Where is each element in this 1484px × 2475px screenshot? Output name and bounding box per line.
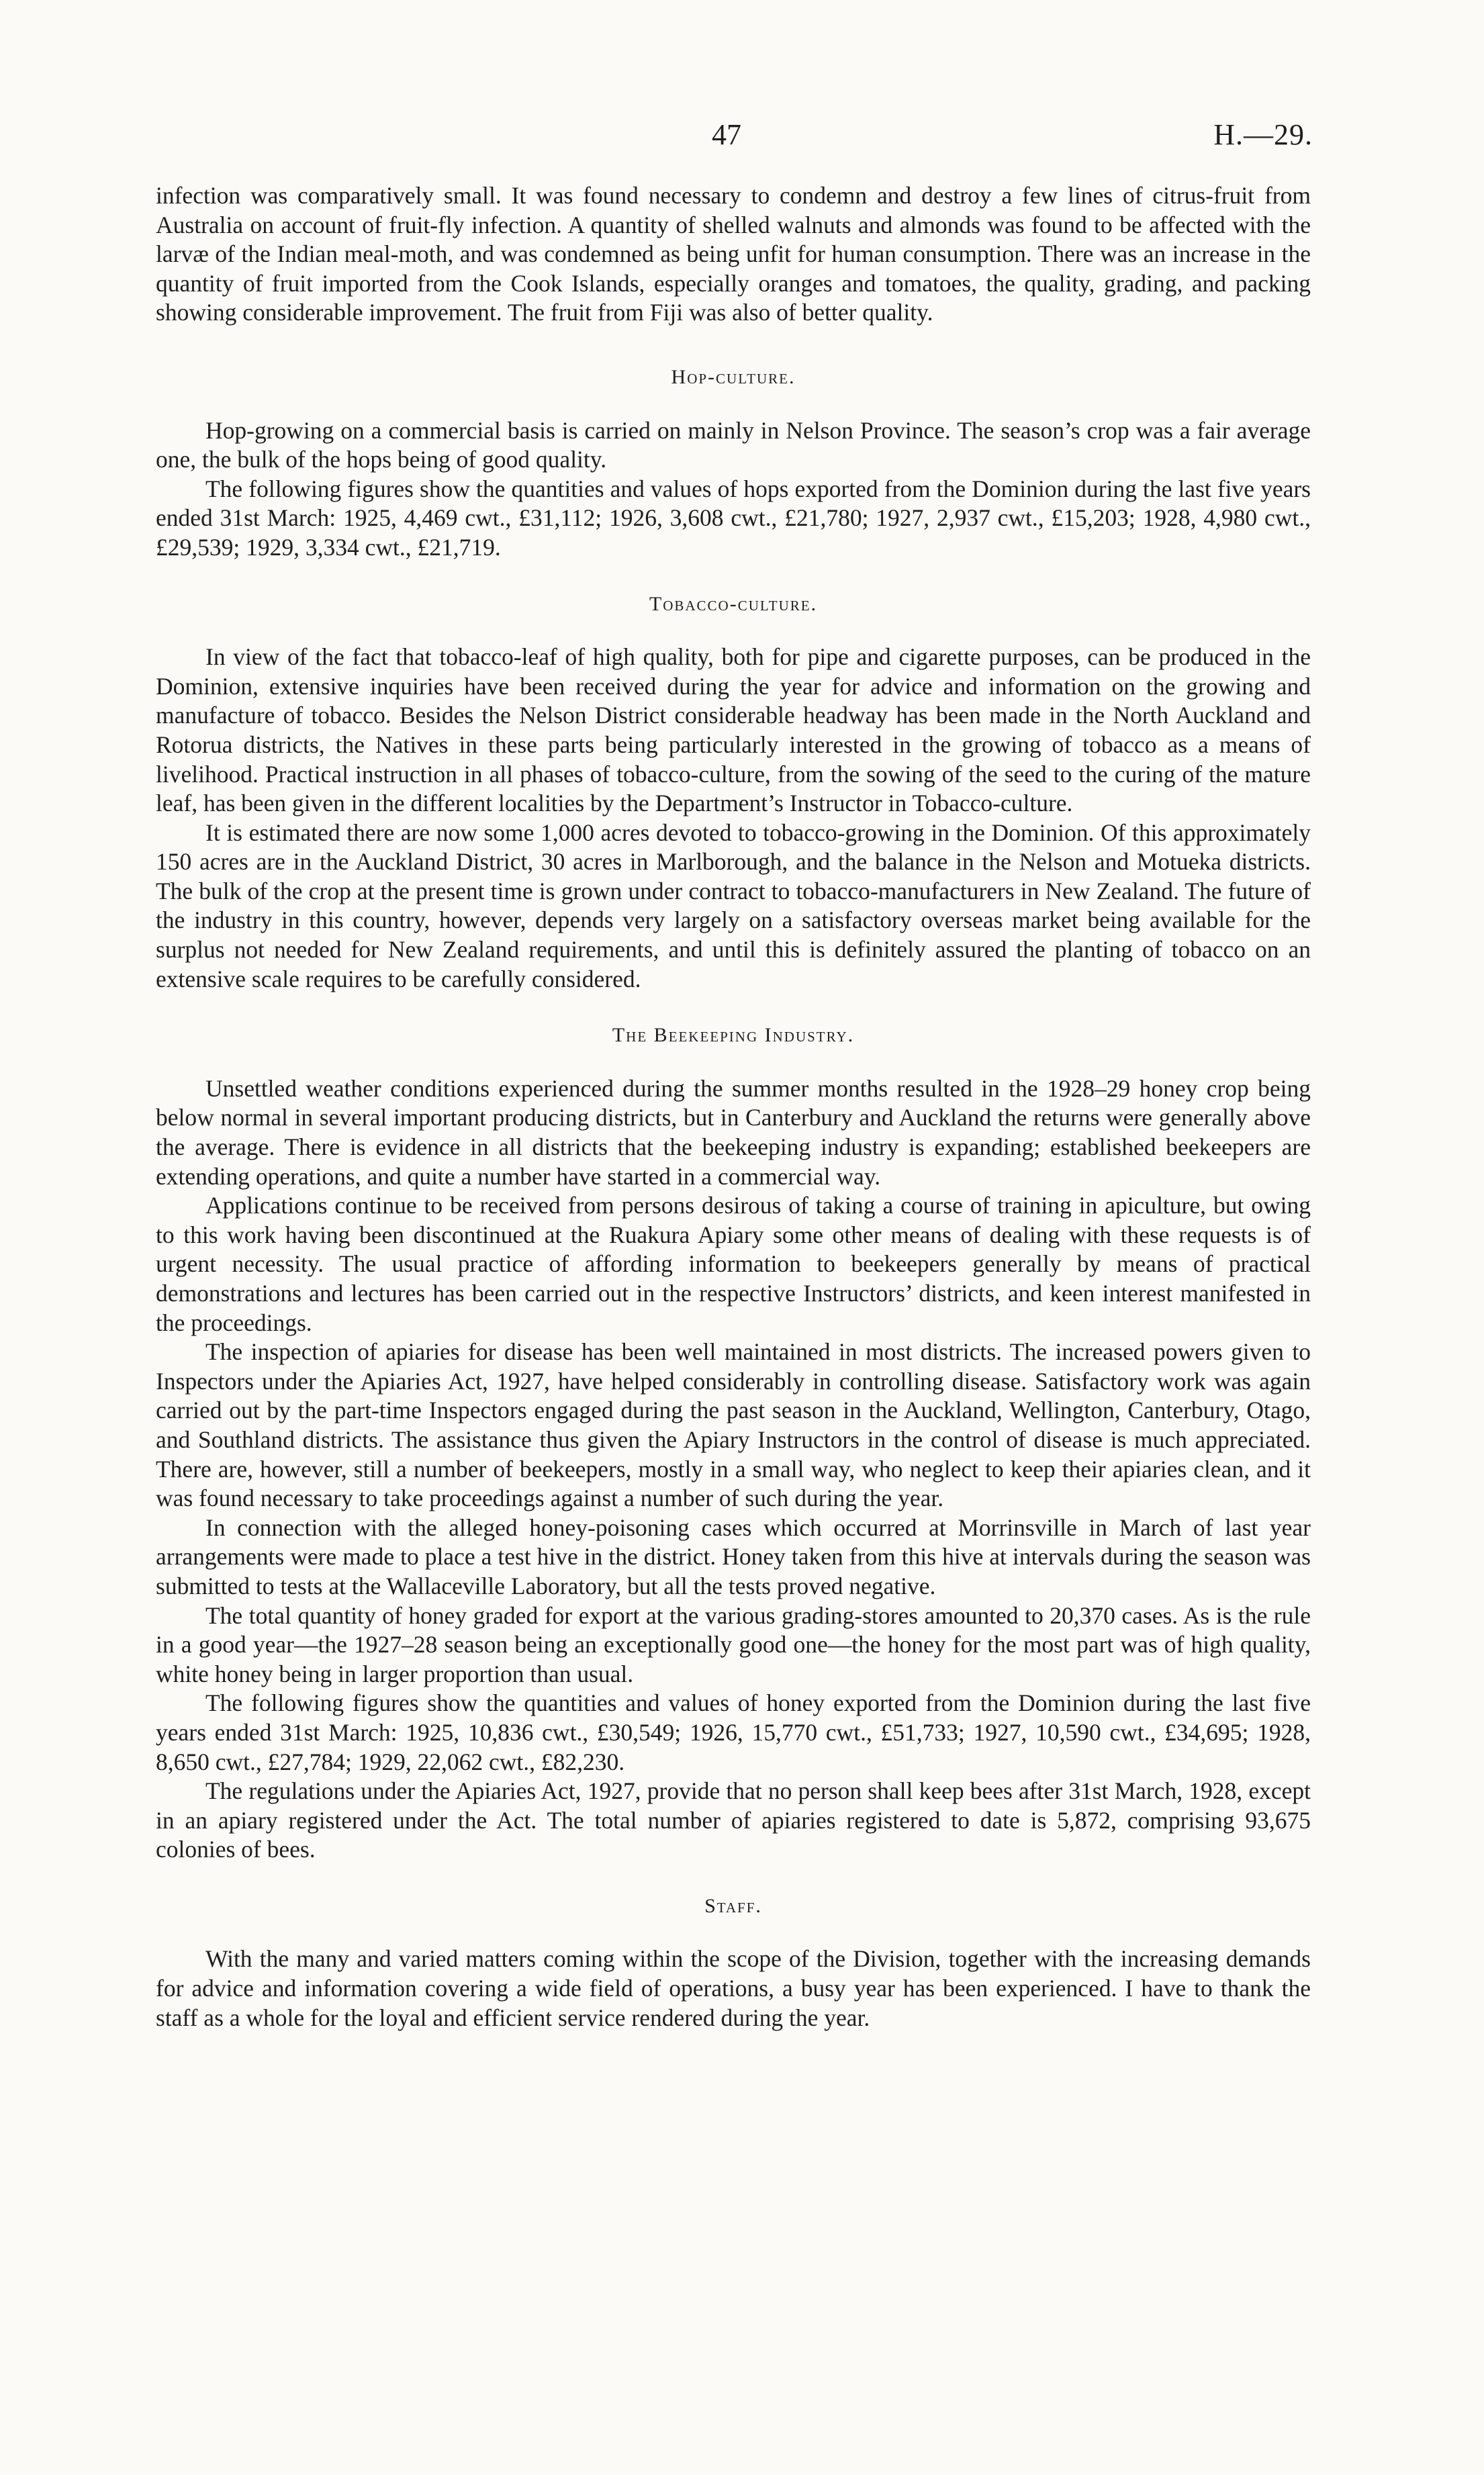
paragraph: In view of the fact that tobacco-leaf of high quality, both for pipe and cigarette purposes, can be produced in the Dominion, extensive inquiries have been received during the year for advice and information on the growing and manufacture of tobacco. Besides the Nelson District considerable headway has been made in the North Auckland and Rotorua districts, the Natives in these parts being particularly interested in the growing of tobacco as a means of livelihood. Practical instruction in all phases of tobacco-culture, from the sowing of the seed to the curing of the mature leaf, has been given in the different localities by the Department’s Instructor in Tobacco-culture. [156,643,1311,817]
paragraph: The regulations under the Apiaries Act, 1927, provide that no person shall keep bees after 31st March, 1928, except in an apiary registered under the Act. The total number of apiaries registered to date is 5,872, comprising 93,675 colonies of bees. [156,1777,1311,1863]
paragraph: The following figures show the quantities and values of honey exported from the Dominion during the last five years ended 31st March: 1925, 10,836 cwt., £30,549; 1926, 15,770 cwt., £51,733; 1927, 10,590 cwt., £34,695; 1928, 8,650 cwt., £27,784; 1929, 22,062 cwt., £82,230. [156,1689,1311,1775]
section-heading-tobacco-culture: Tobacco-culture. [649,592,818,615]
section-tobacco-culture [156,563,1311,994]
paragraph: Applications continue to be received from persons desirous of taking a course of training in apiculture, but owing to this work having been discontinued at the Ruakura Apiary some other means of dealing with these requests is of urgent necessity. The usual practice of affording information to beekeepers generally by means of practical demonstrations and lectures has been carried out in the respective Instructors’ districts, and keen interest manifested in the proceedings. [156,1192,1311,1336]
paragraph: With the many and varied matters coming within the scope of the Division, together with the increasing demands for advice and information covering a wide field of operations, a busy year has been experienced. I have to thank the staff as a whole for the loyal and efficient service rendered during the year. [156,1945,1311,2031]
paragraph: The inspection of apiaries for disease has been well maintained in most districts. The increased powers given to Inspectors under the Apiaries Act, 1927, have helped considerably in controlling disease. Satisfactory work was again carried out by the part-time Inspectors engaged during the past season in the Auckland, Wellington, Canterbury, Otago, and Southland districts. The assistance thus given the Apiary Instructors in the control of disease is much appreciated. There are, however, still a number of beekeepers, mostly in a small way, who neglect to keep their apiaries clean, and it was found necessary to take proceedings against a number of such during the year. [156,1338,1311,1512]
paragraph: Unsettled weather conditions experienced during the summer months resulted in the 1928–29 honey crop being below normal in several important producing districts, but in Canterbury and Auckland the returns were generally above the average. There is evidence in all districts that the beekeeping industry is expanding; established beekeepers are extending operations, and quite a number have started in a commercial way. [156,1074,1311,1190]
section-beekeeping [156,994,1311,1865]
section-staff [156,1865,1311,2033]
page-number: 47 [712,118,741,151]
paragraph: The following figures show the quantities and values of hops exported from the Dominion during the last five years ended 31st March: 1925, 4,469 cwt., £31,112; 1926, 3,608 cwt., £21,780; 1927, 2,937 cwt., £15,203; 1928, 4,980 cwt., £29,539; 1929, 3,334 cwt., £21,719. [156,475,1311,561]
opening-paragraph: infection was comparatively small. It was found necessary to condemn and destroy a few lines of citrus-fruit from Australia on account of fruit-fly infection. A quantity of shelled walnuts and almonds was found to be affected with the larvæ of the Indian meal-moth, and was condemned as being unfit for human consumption. There was an increase in the quantity of fruit imported from the Cook Islands, especially oranges and tomatoes, the quality, grading, and packing showing considerable improvement. The fruit from Fiji was also of better quality. [156,182,1311,326]
body-text [156,181,1311,2033]
paragraph: Hop-growing on a commercial basis is carried on mainly in Nelson Province. The season’s crop was a fair average one, the bulk of the hops being of good quality. [156,416,1311,473]
section-heading-beekeeping: The Beekeeping Industry. [612,1024,855,1047]
paragraph: In connection with the alleged honey-poisoning cases which occurred at Morrinsville in March of last year arrangements were made to place a test hive in the district. Honey taken from this hive at intervals during the season was submitted to tests at the Wallaceville Laboratory, but all the tests proved negative. [156,1513,1311,1599]
page-header [0,118,1484,158]
document-reference: H.—29. [1213,118,1313,151]
paragraph: It is estimated there are now some 1,000 acres devoted to tobacco-growing in the Dominion. Of this approximately 150 acres are in the Auckland District, 30 acres in Marlborough, and the balance in the Nelson and Motueka districts. The bulk of the crop at the present time is grown under contract to tobacco-manufacturers in New Zealand. The future of the industry in this country, however, depends very largely on a satisfactory overseas market being available for the surplus not needed for New Zealand requirements, and until this is definitely assured the planting of tobacco on an extensive scale requires to be carefully considered. [156,819,1311,992]
section-heading-hop-culture: Hop-culture. [671,365,796,388]
section-heading-staff: Staff. [704,1894,762,1917]
section-hop-culture [156,328,1311,563]
paragraph: The total quantity of honey graded for export at the various grading-stores amounted to 20,370 cases. As is the rule in a good year—the 1927–28 season being an exceptionally good one—the honey for the most part was of high quality, white honey being in larger proportion than usual. [156,1601,1311,1687]
